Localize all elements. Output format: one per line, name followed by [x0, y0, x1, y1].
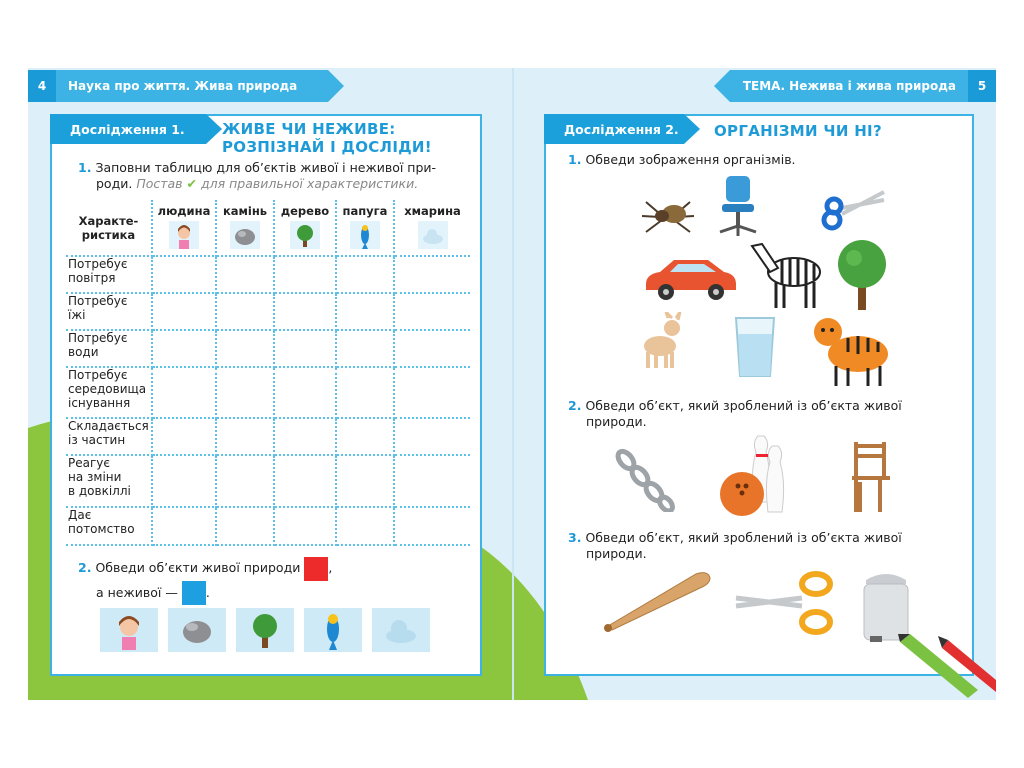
- task-number: 2.: [78, 560, 92, 575]
- row-label-line: Потребує: [68, 257, 128, 271]
- office-chair-picture[interactable]: [712, 174, 764, 240]
- dog-icon: [632, 312, 686, 370]
- task1-hint-a: Постав: [136, 176, 183, 191]
- table-row: [66, 367, 470, 418]
- table-cell[interactable]: [274, 418, 336, 455]
- task-number: 1.: [568, 152, 582, 167]
- table-row: [66, 507, 470, 545]
- stone-icon: [177, 610, 217, 650]
- left-task1: [78, 160, 478, 192]
- table-cell[interactable]: [336, 330, 394, 367]
- task3-text-a: Обведи об’єкт, який зроблений із об’єкта живої: [585, 530, 902, 545]
- pencils-icon: [898, 634, 996, 700]
- row-label: [66, 507, 152, 545]
- table-cell[interactable]: [216, 455, 274, 507]
- task2-text-a: Обведи об’єкт, який зроблений із об’єкта живої: [585, 398, 902, 413]
- table-cell[interactable]: [274, 367, 336, 418]
- left-study-label-text: Дослідження 1.: [70, 121, 185, 137]
- right-heading: [714, 122, 882, 140]
- column-header: [274, 200, 336, 256]
- card-tree[interactable]: [236, 608, 294, 652]
- parrot-icon: [350, 221, 380, 249]
- task2-text-a: Обведи об’єкти живої природи: [95, 560, 301, 575]
- stone-icon: [230, 221, 260, 249]
- row-label-line: Реагує: [68, 456, 110, 470]
- table-cell[interactable]: [394, 367, 470, 418]
- right-header-title: ТЕМА. Нежива і жива природа: [742, 79, 956, 93]
- right-study-label-text: Дослідження 2.: [564, 121, 679, 137]
- table-cell[interactable]: [394, 256, 470, 293]
- table-cell[interactable]: [394, 455, 470, 507]
- table-corner-cell: [66, 200, 152, 256]
- column-label: камінь: [222, 203, 268, 218]
- task3-text-b: природи.: [586, 546, 647, 561]
- table-cell[interactable]: [152, 293, 216, 330]
- table-row: [66, 330, 470, 367]
- right-page-number: 5: [968, 70, 996, 102]
- row-label-line: на зміни: [68, 470, 122, 484]
- baseball-bat-picture[interactable]: [600, 568, 714, 634]
- water-glass-icon: [730, 314, 780, 378]
- scissors-icon: [818, 188, 888, 234]
- left-header-arrow: [328, 70, 344, 102]
- table-cell[interactable]: [216, 330, 274, 367]
- baseball-bat-icon: [600, 568, 714, 634]
- table-cell[interactable]: [216, 418, 274, 455]
- column-label: людина: [157, 203, 211, 218]
- girl-icon: [109, 610, 149, 650]
- scissors-2-picture[interactable]: [732, 568, 842, 638]
- table-cell[interactable]: [216, 367, 274, 418]
- table-cell[interactable]: [274, 507, 336, 545]
- row-label: [66, 256, 152, 293]
- task2-period: .: [205, 584, 210, 600]
- table-cell[interactable]: [336, 418, 394, 455]
- girl-icon: [169, 221, 199, 249]
- column-label: папуга: [342, 203, 388, 218]
- row-label: [66, 330, 152, 367]
- row-label-line: існування: [68, 396, 131, 410]
- tiger-picture[interactable]: [808, 308, 894, 388]
- right-study-label: [544, 114, 684, 144]
- zebra-picture[interactable]: [748, 238, 828, 310]
- card-parrot[interactable]: [304, 608, 362, 652]
- spider-icon: [638, 192, 698, 238]
- task1-text-b: роди.: [96, 176, 133, 191]
- table-cell[interactable]: [394, 293, 470, 330]
- office-chair-icon: [712, 174, 764, 240]
- column-header: [394, 200, 470, 256]
- row-label-line: потомство: [68, 522, 135, 536]
- right-heading-text: ОРГАНІЗМИ ЧИ НІ?: [714, 122, 882, 140]
- table-cell[interactable]: [336, 507, 394, 545]
- table-cell[interactable]: [274, 256, 336, 293]
- table-cell[interactable]: [336, 455, 394, 507]
- left-task2: [78, 556, 458, 605]
- table-cell[interactable]: [274, 293, 336, 330]
- right-task1: [568, 152, 968, 168]
- scissors-icon: [732, 568, 842, 638]
- task-number: 2.: [568, 398, 582, 413]
- table-row: [66, 293, 470, 330]
- table-cell[interactable]: [216, 293, 274, 330]
- table-row: [66, 256, 470, 293]
- left-heading-line2: РОЗПІЗНАЙ І ДОСЛІДИ!: [222, 138, 432, 156]
- left-study-label: [50, 114, 206, 144]
- table-cell[interactable]: [274, 455, 336, 507]
- tree-icon: [245, 610, 285, 650]
- table-cell[interactable]: [336, 256, 394, 293]
- left-page-header: [28, 70, 328, 102]
- left-page-number: 4: [28, 70, 56, 102]
- row-label-line: Потребує: [68, 331, 128, 345]
- table-cell[interactable]: [394, 507, 470, 545]
- table-cell[interactable]: [336, 293, 394, 330]
- corner-line2: ристика: [81, 227, 136, 242]
- table-cell[interactable]: [336, 367, 394, 418]
- card-cloud[interactable]: [372, 608, 430, 652]
- row-label: [66, 367, 152, 418]
- column-label: дерево: [280, 203, 330, 218]
- left-header-title: Наука про життя. Жива природа: [68, 79, 298, 93]
- parrot-icon: [313, 610, 353, 650]
- task-number: 3.: [568, 530, 582, 545]
- wooden-chair-icon: [846, 438, 894, 514]
- task1-hint-b: для правильної характеристики.: [201, 176, 419, 191]
- table-cell[interactable]: [152, 507, 216, 545]
- column-header: [152, 200, 216, 256]
- table-cell[interactable]: [152, 418, 216, 455]
- right-header-arrow: [714, 70, 730, 102]
- row-label: [66, 293, 152, 330]
- row-label-line: повітря: [68, 271, 116, 285]
- corner-line1: Характе-: [78, 213, 139, 228]
- table-cell[interactable]: [216, 507, 274, 545]
- bowling-picture[interactable]: [718, 432, 790, 520]
- checkmark-icon: ✔: [186, 176, 198, 191]
- left-heading: [222, 120, 432, 156]
- right-page-header: [730, 70, 996, 102]
- column-header: [336, 200, 394, 256]
- row-label-line: в довкіллі: [68, 484, 131, 498]
- table-cell[interactable]: [152, 455, 216, 507]
- task2-text-b: а неживої —: [96, 584, 178, 600]
- blue-swatch: [182, 581, 206, 605]
- tree-icon: [834, 238, 890, 310]
- task2-text-b: природи.: [586, 414, 647, 429]
- spider-picture[interactable]: [638, 192, 698, 238]
- table-cell[interactable]: [152, 330, 216, 367]
- task1-text: Обведи зображення організмів.: [585, 152, 796, 167]
- row-label-line: Потребує: [68, 368, 128, 382]
- characteristics-table: [66, 200, 470, 546]
- task1-text-a: Заповни таблицю для об’єктів живої і неживої при-: [95, 160, 437, 175]
- table-cell[interactable]: [216, 256, 274, 293]
- chain-picture[interactable]: [614, 448, 676, 512]
- table-cell[interactable]: [274, 330, 336, 367]
- task2-comma: ,: [328, 560, 333, 575]
- card-stone[interactable]: [168, 608, 226, 652]
- tiger-icon: [808, 308, 894, 388]
- row-label-line: Потребує: [68, 294, 128, 308]
- cloud-icon: [381, 610, 421, 650]
- row-label: [66, 455, 152, 507]
- row-label-line: Дає: [68, 508, 92, 522]
- tree-icon: [290, 221, 320, 249]
- row-label-line: Складається: [68, 419, 149, 433]
- right-task2: [568, 398, 968, 430]
- row-label-line: води: [68, 345, 99, 359]
- zebra-icon: [748, 238, 828, 310]
- chain-icon: [614, 448, 676, 512]
- task-number: 1.: [78, 160, 92, 175]
- cloud-icon: [418, 221, 448, 249]
- textbook-spread: [28, 68, 996, 700]
- bowling-icon: [718, 432, 790, 520]
- row-label-line: середовища: [68, 382, 147, 396]
- dog-picture[interactable]: [632, 312, 686, 370]
- column-label: хмарина: [404, 203, 461, 218]
- table-cell[interactable]: [394, 418, 470, 455]
- table-row: [66, 418, 470, 455]
- tree-picture[interactable]: [834, 238, 890, 310]
- table-row: [66, 455, 470, 507]
- red-swatch: [304, 557, 328, 581]
- row-label-line: їжі: [68, 308, 86, 322]
- table-cell[interactable]: [152, 256, 216, 293]
- left-heading-line1: ЖИВЕ ЧИ НЕЖИВЕ:: [222, 120, 396, 138]
- card-girl[interactable]: [100, 608, 158, 652]
- table-header-row: [66, 200, 470, 256]
- row-label-line: із частин: [68, 433, 126, 447]
- scissors-picture[interactable]: [818, 188, 888, 234]
- row-label: [66, 418, 152, 455]
- water-glass-picture[interactable]: [730, 314, 780, 378]
- right-task3: [568, 530, 968, 562]
- table-cell[interactable]: [394, 330, 470, 367]
- car-picture[interactable]: [640, 252, 740, 302]
- table-cell[interactable]: [152, 367, 216, 418]
- wooden-chair-picture[interactable]: [846, 438, 894, 514]
- left-study-panel: [50, 114, 482, 676]
- column-header: [216, 200, 274, 256]
- car-icon: [640, 252, 740, 302]
